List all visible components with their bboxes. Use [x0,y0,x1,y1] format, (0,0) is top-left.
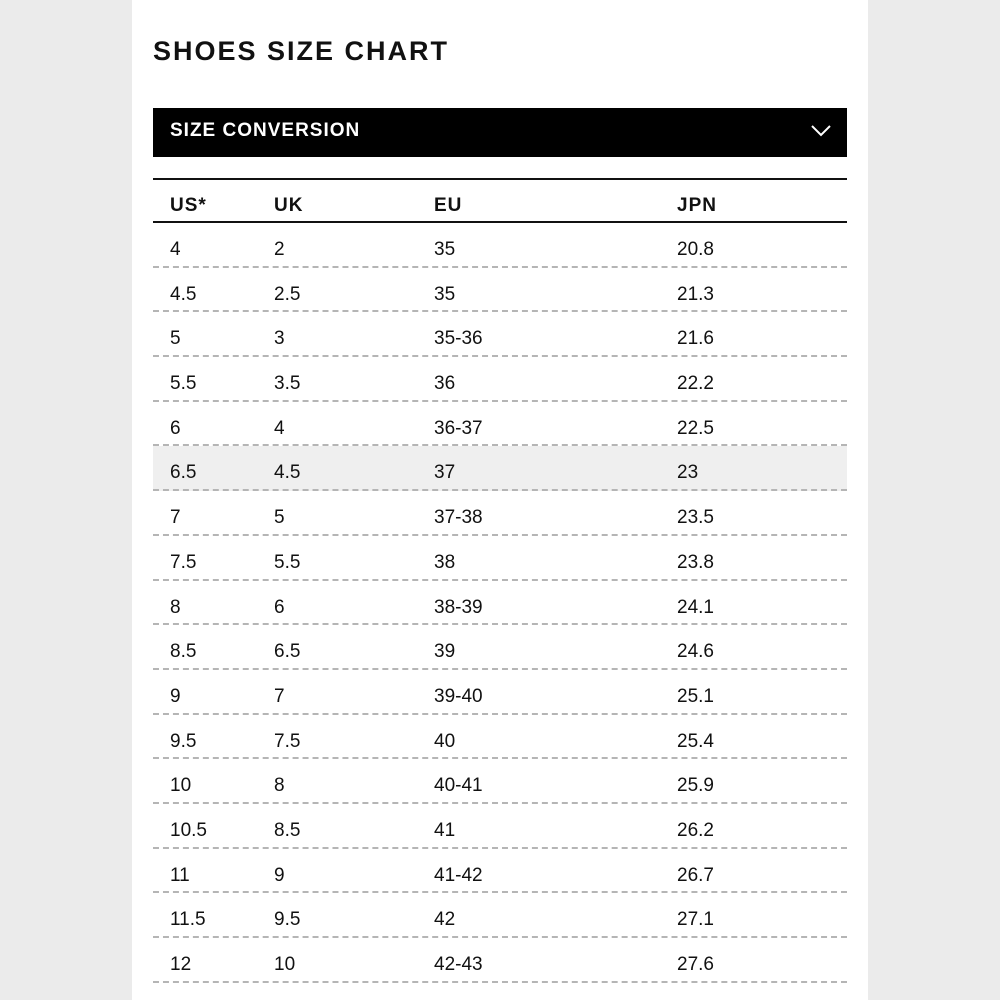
size-conversion-accordion[interactable] [153,108,847,157]
cell-eu: 41 [434,819,456,841]
table-row [153,223,847,268]
cell-jpn: 27.1 [677,909,714,931]
table-row [153,268,847,313]
cell-uk: 8 [274,775,285,797]
column-header-jpn: JPN [677,195,717,216]
table-row [153,446,847,491]
table-row [153,536,847,581]
cell-eu: 39-40 [434,685,483,707]
cell-jpn: 21.6 [677,328,714,350]
cell-uk: 2.5 [274,283,301,305]
table-body [153,223,847,983]
cell-uk: 5.5 [274,551,301,573]
cell-uk: 3.5 [274,373,301,395]
cell-us: 10 [170,775,192,797]
cell-eu: 37-38 [434,507,483,529]
cell-jpn: 24.6 [677,641,714,663]
cell-eu: 38-39 [434,596,483,618]
cell-jpn: 22.2 [677,373,714,395]
table-row [153,357,847,402]
cell-eu: 40-41 [434,775,483,797]
table-header-row [153,180,847,223]
cell-uk: 4 [274,417,285,439]
chevron-down-icon[interactable] [811,123,831,137]
cell-eu: 41-42 [434,864,483,886]
cell-eu: 42 [434,909,456,931]
page-title: SHOES SIZE CHART [153,36,450,66]
cell-uk: 7.5 [274,730,301,752]
cell-jpn: 23.5 [677,507,714,529]
cell-uk: 9 [274,864,285,886]
cell-jpn: 25.4 [677,730,714,752]
cell-eu: 42-43 [434,954,483,975]
size-chart-panel [132,0,868,1000]
cell-uk: 6 [274,596,285,618]
table-row [153,849,847,894]
cell-eu: 40 [434,730,456,752]
cell-us: 9.5 [170,730,197,752]
column-header-uk: UK [274,195,304,216]
cell-us: 4.5 [170,283,197,305]
cell-eu: 35 [434,283,456,305]
cell-us: 10.5 [170,819,207,841]
cell-uk: 9.5 [274,909,301,931]
table-row [153,715,847,760]
cell-jpn: 23.8 [677,551,714,573]
table-row [153,581,847,626]
cell-eu: 35-36 [434,328,483,350]
cell-jpn: 24.1 [677,596,714,618]
table-row [153,625,847,670]
cell-us: 9 [170,685,181,707]
cell-eu: 39 [434,641,456,663]
table-row [153,402,847,447]
cell-eu: 35 [434,239,456,260]
cell-us: 7.5 [170,551,197,573]
table-row [153,759,847,804]
cell-us: 4 [170,239,181,260]
column-header-eu: EU [434,195,463,216]
cell-us: 8 [170,596,181,618]
cell-us: 11 [170,864,190,886]
cell-uk: 5 [274,507,285,529]
cell-jpn: 22.5 [677,417,714,439]
table-row [153,938,847,983]
cell-us: 6 [170,417,181,439]
cell-us: 8.5 [170,641,197,663]
size-conversion-table [153,178,847,983]
table-row [153,804,847,849]
section-title: SIZE CONVERSION [170,120,361,141]
cell-eu: 36 [434,373,456,395]
table-row [153,670,847,715]
cell-us: 5.5 [170,373,197,395]
cell-uk: 3 [274,328,285,350]
cell-uk: 2 [274,239,285,260]
cell-eu: 38 [434,551,456,573]
table-row [153,893,847,938]
cell-us: 12 [170,954,192,975]
cell-eu: 36-37 [434,417,483,439]
cell-jpn: 26.2 [677,819,714,841]
column-header-us: US* [170,195,207,216]
cell-uk: 4.5 [274,462,301,484]
cell-us: 5 [170,328,181,350]
cell-us: 6.5 [170,462,197,484]
cell-jpn: 25.1 [677,685,714,707]
cell-uk: 6.5 [274,641,301,663]
cell-jpn: 26.7 [677,864,714,886]
cell-uk: 8.5 [274,819,301,841]
cell-jpn: 27.6 [677,954,714,975]
table-row [153,491,847,536]
cell-jpn: 25.9 [677,775,714,797]
cell-eu: 37 [434,462,456,484]
cell-uk: 7 [274,685,285,707]
cell-us: 11.5 [170,909,206,931]
cell-jpn: 21.3 [677,283,714,305]
cell-jpn: 20.8 [677,239,714,260]
table-row [153,312,847,357]
cell-jpn: 23 [677,462,699,484]
cell-uk: 10 [274,954,296,975]
cell-us: 7 [170,507,181,529]
